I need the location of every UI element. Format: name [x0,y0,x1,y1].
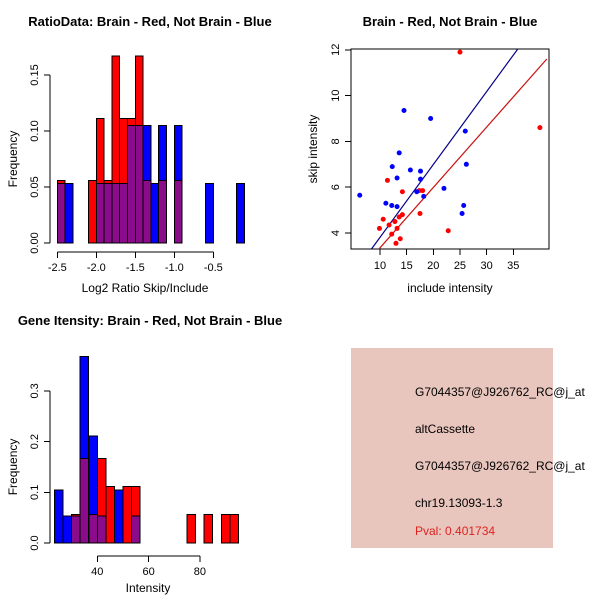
y-tick-label: 4 [330,229,342,237]
data-point-blue [397,150,402,155]
histogram-bar-blue [159,125,167,180]
data-point-red [397,214,402,219]
histogram-bar-overlap [80,458,89,543]
y-tick-label: 10 [330,89,342,102]
y-tick-label: 0.3 [29,383,41,399]
chromosome-line: chr19.13093-1.3 [415,496,503,510]
histogram-bar-overlap [135,125,143,243]
x-tick-label: 35 [507,260,520,272]
x-tick-label: 60 [142,566,155,578]
histogram-bar-red [221,515,230,543]
panel-gene-intensity-histogram [0,300,300,600]
data-point-red [400,189,405,194]
histogram-bar-red [120,119,128,184]
histogram-bar-overlap [143,180,151,243]
probe-info-box [351,348,585,548]
y-axis-label: Frequency [6,130,20,188]
intensity-scatter-chart [300,0,600,300]
histogram-bar-blue [237,184,245,243]
histogram-bar-blue [151,184,159,243]
histogram-bar-red [106,487,115,543]
x-tick-label: 30 [480,260,493,272]
histogram-bar-overlap [112,184,120,243]
histogram-bar-red [96,119,104,184]
data-point-blue [414,189,419,194]
y-axis-label: Frequency [6,438,20,496]
x-axis-label: Log2 Ratio Skip/Include [81,281,209,295]
data-point-blue [390,164,395,169]
histogram-bar-overlap [131,516,140,543]
histogram-bar-red [123,487,132,543]
y-tick-label: 0.1 [29,484,41,500]
histogram-bar-red [104,180,112,183]
histogram-bar-overlap [97,516,106,543]
histogram-bar-overlap [128,125,136,243]
histogram-bar-red [131,487,140,516]
histogram-bar-red [135,56,143,125]
data-point-blue [441,186,446,191]
x-tick-label: 10 [373,260,387,272]
histogram-bar-red [112,56,120,184]
histogram-bar-overlap [174,180,182,243]
data-point-red [420,188,425,193]
gene-intensity-histogram-chart [0,300,300,600]
histogram-bar-red [204,515,213,543]
histogram-bar-blue [80,356,89,458]
histogram-bar-overlap [104,184,112,243]
data-point-blue [418,177,423,182]
histogram-bar-blue [55,490,64,543]
histogram-bar-red [57,180,65,183]
histogram-bar-red [89,180,97,243]
histogram-bar-blue [143,125,151,180]
data-point-red [381,217,386,222]
data-point-red [446,228,451,233]
histogram-bar-overlap [72,516,81,543]
y-tick-label: 6 [330,184,342,191]
data-point-blue [395,176,400,181]
fit-line-line_red [379,59,547,249]
data-point-red [377,226,382,231]
histogram-bar-red [230,515,239,543]
histogram-bar-blue [174,125,182,180]
x-tick-label: -2.5 [47,262,67,274]
data-point-red [392,219,397,224]
histogram-bar-blue [65,184,73,243]
x-tick-label: -1.0 [164,262,184,274]
x-tick-label: -2.0 [86,262,106,274]
data-point-red [389,232,394,237]
histogram-bar-overlap [120,184,128,243]
histogram-bar-overlap [57,184,65,243]
data-point-blue [463,129,468,134]
x-tick-label: 40 [91,566,104,578]
data-point-blue [464,162,469,167]
ratio-histogram-chart [0,0,300,300]
data-point-red [395,226,400,231]
data-point-blue [395,204,400,209]
histogram-bar-red [128,119,136,126]
data-point-blue [401,108,406,113]
chart-title: Brain - Red, Not Brain - Blue [362,14,538,29]
x-tick-label: -0.5 [203,262,223,274]
panel-probe-info [300,300,600,600]
x-axis-label: Intensity [125,581,171,595]
y-tick-label: 0.2 [29,433,41,450]
panel-ratio-histogram [0,0,300,300]
x-tick-label: 15 [400,260,413,272]
data-point-blue [389,203,394,208]
histogram-bar-blue [63,516,72,543]
data-point-red [457,50,462,55]
data-point-red [393,241,398,246]
histogram-bar-overlap [96,184,104,243]
data-point-blue [460,211,465,216]
event-type-line: altCassette [415,422,476,436]
probeset-id-line-2: G7044357@J926762_RC@j_at [415,459,585,473]
histogram-bar-overlap [159,180,167,243]
histogram-bar-blue [114,490,123,543]
data-point-blue [421,194,426,199]
data-point-red [398,236,403,241]
y-tick-label: 0.15 [29,64,41,86]
y-tick-label: 0.10 [29,120,41,142]
data-point-blue [408,168,413,173]
x-tick-label: -1.5 [125,262,145,274]
fit-line-line_blue [371,49,518,249]
data-point-red [537,125,542,130]
data-point-red [385,178,390,183]
data-point-blue [428,116,433,121]
y-tick-label: 12 [330,43,342,56]
x-tick-label: 80 [193,566,207,578]
y-tick-label: 0.0 [29,535,41,551]
histogram-bar-blue [89,436,98,515]
data-point-blue [418,169,423,174]
data-point-red [417,211,422,216]
x-tick-label: 20 [427,260,440,272]
data-point-blue [383,201,388,206]
histogram-bar-red [72,515,81,517]
data-point-blue [461,203,466,208]
histogram-bar-red [97,458,106,516]
x-axis-label: include intensity [407,281,493,295]
y-tick-label: 0.00 [29,232,41,254]
y-axis-label: skip intensity [306,114,320,184]
y-tick-label: 8 [330,138,342,145]
histogram-bar-red [187,515,196,543]
x-tick-label: 25 [453,260,467,272]
probeset-id-line: G7044357@J926762_RC@j_at [415,385,585,399]
y-tick-label: 0.05 [29,176,41,198]
chart-title: RatioData: Brain - Red, Not Brain - Blue [28,14,272,29]
pval-line: Pval: 0.401734 [415,524,496,538]
chart-title: Gene Itensity: Brain - Red, Not Brain - Blue [17,313,283,328]
panel-intensity-scatter [300,0,600,300]
plot-box [351,49,549,249]
histogram-bar-blue [206,184,214,243]
data-point-blue [357,193,362,198]
histogram-bar-overlap [89,515,98,543]
data-point-red [387,222,392,227]
